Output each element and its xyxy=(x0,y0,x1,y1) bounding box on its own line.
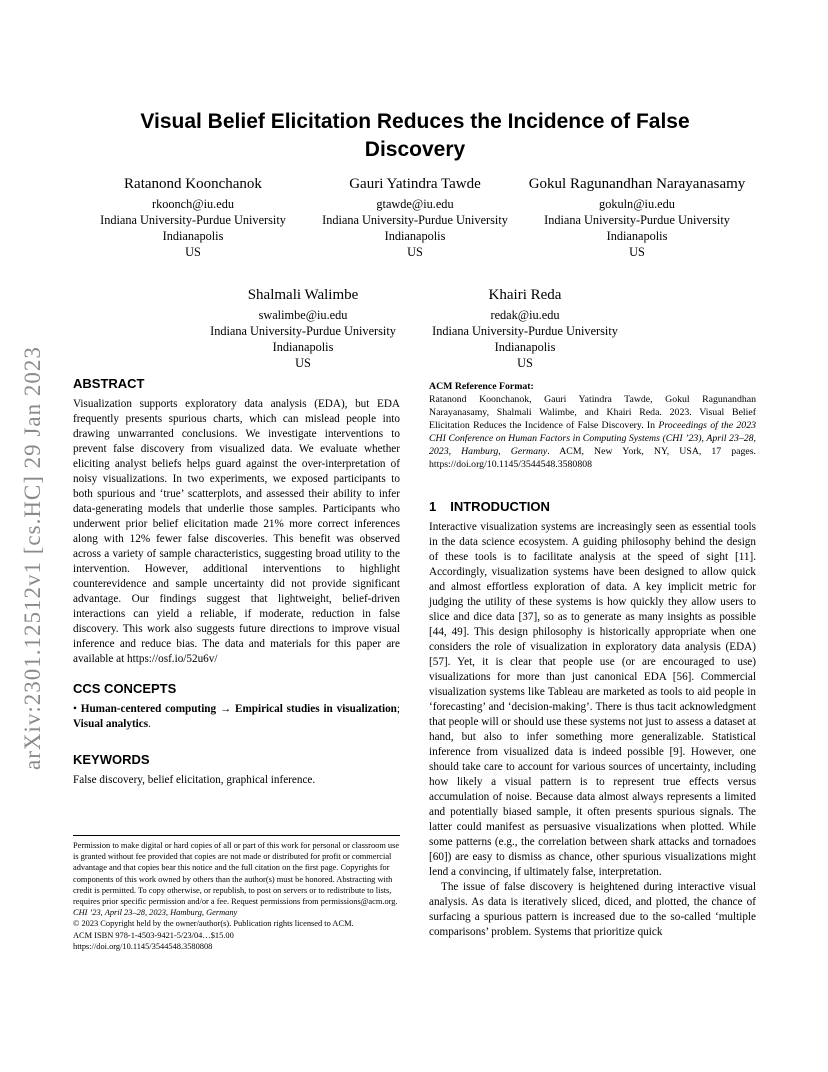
author-email: redak@iu.edu xyxy=(490,308,560,322)
copyright-footnote xyxy=(73,835,400,952)
author-name: Khairi Reda xyxy=(488,287,562,303)
author-affiliation: Indiana University-Purdue University xyxy=(432,324,618,338)
paper-title: Visual Belief Elicitation Reduces the Incidence of False Discovery xyxy=(140,110,690,161)
right-column xyxy=(429,376,756,940)
venue-line: CHI ’23, April 23–28, 2023, Hamburg, Germany xyxy=(73,908,238,918)
author-country: US xyxy=(407,245,423,259)
reference-format-text xyxy=(429,393,756,471)
ccs-separator: ; xyxy=(396,703,401,715)
ccs-heading: CCS CONCEPTS xyxy=(73,681,177,696)
author-city: Indianapolis xyxy=(384,229,446,243)
keywords-text: False discovery, belief elicitation, graphical inference. xyxy=(73,774,316,786)
ccs-end: . xyxy=(148,718,151,730)
introduction-paragraph-1: Interactive visualization systems are increasingly seen as essential tools in the data science ecosystem. A guiding philosophy behind the design of these tools is to facilitate analysis at the speed of sight [11]. Accordingly, visualization systems have been designed to allow quick and almost effortless exploration of data. A key implicit metric for judging the utility of these systems is how quickly they allow users to slice and dice data [37], so as to generate as many insights as possible [44, 49]. This design philosophy is historically appropriate when one considers the role of visualization in exploratory data analysis (EDA) [57]. Yet, it is clear that people use (or are encouraged to use) visualizations for more than just canonical EDA [56]. Commercial visualization systems like Tableau are marketed as tools to aid people in ‘forecasting’ and ‘decision-making’. There is thus tacit acknowledgment that people will or should use these systems not just to assess a dataset at hand, but also to infer something more generalizable. Statistical inference from visualized data is indeed possible [9]. However, one should take care to account for various sources of uncertainty, including how likely a visual pattern is to represent true effects versus accumulation of noise. Because data almost always represents a limited and potentially biased sample, it often presents spurious signals. The latter could manifest as persuasive visualizations when plotted. While some patterns (e.g., the correlation between shark attacks and tornadoes [60]) are easy to dismiss as chance, other spurious visualizations might lend a convincing, if ultimately false, interpretation. xyxy=(429,521,756,878)
author-1 xyxy=(83,175,303,260)
author-affiliation: Indiana University-Purdue University xyxy=(544,213,730,227)
author-2 xyxy=(305,175,525,260)
doi-line: https://doi.org/10.1145/3544548.3580808 xyxy=(73,941,213,951)
introduction-paragraph-2: The issue of false discovery is heightened during interactive visual analysis. As data is iteratively sliced, diced, and plotted, the chance of surfacing a spurious pattern is increased due to the so-called ‘multiple comparisons’ problem. Systems that prioritize quick xyxy=(429,881,756,938)
ccs-concept-1: Human-centered computing xyxy=(80,703,217,715)
permission-notice: Permission to make digital or hard copies of all or part of this work for personal or classroom use is granted without fee provided that copies are not made or distributed for profit or commercial advantage and that copies bear this notice and the full citation on the first page. Copyrights for components of this work owned by others than the author(s) must be honored. Abstracting with credit is permitted. To copy otherwise, or republish, to post on servers or to redistribute to lists, requires prior specific permission and/or a fee. Request permissions from permissions@acm.org. xyxy=(73,841,400,907)
author-country: US xyxy=(185,245,201,259)
author-country: US xyxy=(629,245,645,259)
author-3 xyxy=(528,175,746,260)
copyright-line: © 2023 Copyright held by the owner/author(s). Publication rights licensed to ACM. xyxy=(73,919,354,929)
author-affiliation: Indiana University-Purdue University xyxy=(210,324,396,338)
author-email: gokuln@iu.edu xyxy=(599,197,675,211)
author-4 xyxy=(193,286,413,371)
author-email: swalimbe@iu.edu xyxy=(258,308,348,322)
reference-proceedings: Proceedings of the 2023 CHI Conference on Human Factors in Computing Systems (CHI ’23), April 23–28, 2023, Hamburg, Germany xyxy=(429,420,756,457)
introduction-heading xyxy=(429,499,756,515)
author-5 xyxy=(415,286,635,371)
author-name: Shalmali Walimbe xyxy=(247,287,359,303)
section-title: INTRODUCTION xyxy=(450,499,550,514)
author-affiliation: Indiana University-Purdue University xyxy=(100,213,286,227)
author-country: US xyxy=(517,356,533,370)
author-affiliation: Indiana University-Purdue University xyxy=(322,213,508,227)
author-city: Indianapolis xyxy=(494,340,556,354)
arxiv-stamp: arXiv:2301.12512v1 [cs.HC] 29 Jan 2023 xyxy=(20,346,45,770)
ccs-concept-3: Visual analytics xyxy=(73,718,149,730)
author-email: rkoonch@iu.edu xyxy=(151,197,234,211)
abstract-text: Visualization supports exploratory data analysis (EDA), but EDA frequently presents spurious charts, which can mislead people into drawing unwarranted conclusions. We investigate interventions to prevent false discovery from visualized data. We evaluate whether eliciting analyst beliefs helps guard against the over-interpretation of noisy visualizations. In two experiments, we exposed participants to both spurious and ‘true’ scatterplots, and assessed their ability to infer data-generating models that underlie those samples. Participants who underwent prior belief elicitation made 21% more correct inferences along with 12% fewer false discoveries. This benefit was observed across a variety of sample characteristics, suggesting broad utility to the intervention. However, additional interventions to highlight counterevidence and sample uncertainty did not provide significant advantage. Our findings suggest that lightweight, belief-driven interactions can yield a reliable, if moderate, reduction in false discovery. This work also suggests future directions to improve visual inference and reduce bias. The data and materials for this paper are available at https://osf.io/52u6v/ xyxy=(73,398,400,665)
ccs-text xyxy=(73,702,400,732)
ccs-arrow: → xyxy=(219,703,232,715)
author-name: Gokul Ragunandhan Narayanasamy xyxy=(528,176,746,192)
ccs-bullet: • xyxy=(73,703,77,715)
reference-text-start: Ratanond Koonchanok, Gauri Yatindra Tawde, Gokul Ragunandhan Narayanasamy, Shalmali Walimbe, and Khairi Reda. 2023. Visual Belief Elicitation Reduces the Incidence of False Discovery. In xyxy=(429,394,756,431)
author-email: gtawde@iu.edu xyxy=(376,197,454,211)
section-number: 1 xyxy=(429,499,437,514)
author-city: Indianapolis xyxy=(162,229,224,243)
left-column xyxy=(73,376,400,788)
reference-format-heading: ACM Reference Format: xyxy=(429,381,534,392)
keywords-heading: KEYWORDS xyxy=(73,752,150,767)
author-name: Gauri Yatindra Tawde xyxy=(349,176,481,192)
abstract-heading: ABSTRACT xyxy=(73,376,145,391)
author-city: Indianapolis xyxy=(606,229,668,243)
author-city: Indianapolis xyxy=(272,340,334,354)
author-country: US xyxy=(295,356,311,370)
ccs-concept-2: Empirical studies in visualization xyxy=(234,703,397,715)
author-name: Ratanond Koonchanok xyxy=(124,176,262,192)
reference-text-end: . ACM, New York, NY, USA, 17 pages. https://doi.org/10.1145/3544548.3580808 xyxy=(429,446,757,470)
isbn-line: ACM ISBN 978-1-4503-9421-5/23/04…$15.00 xyxy=(73,930,234,940)
